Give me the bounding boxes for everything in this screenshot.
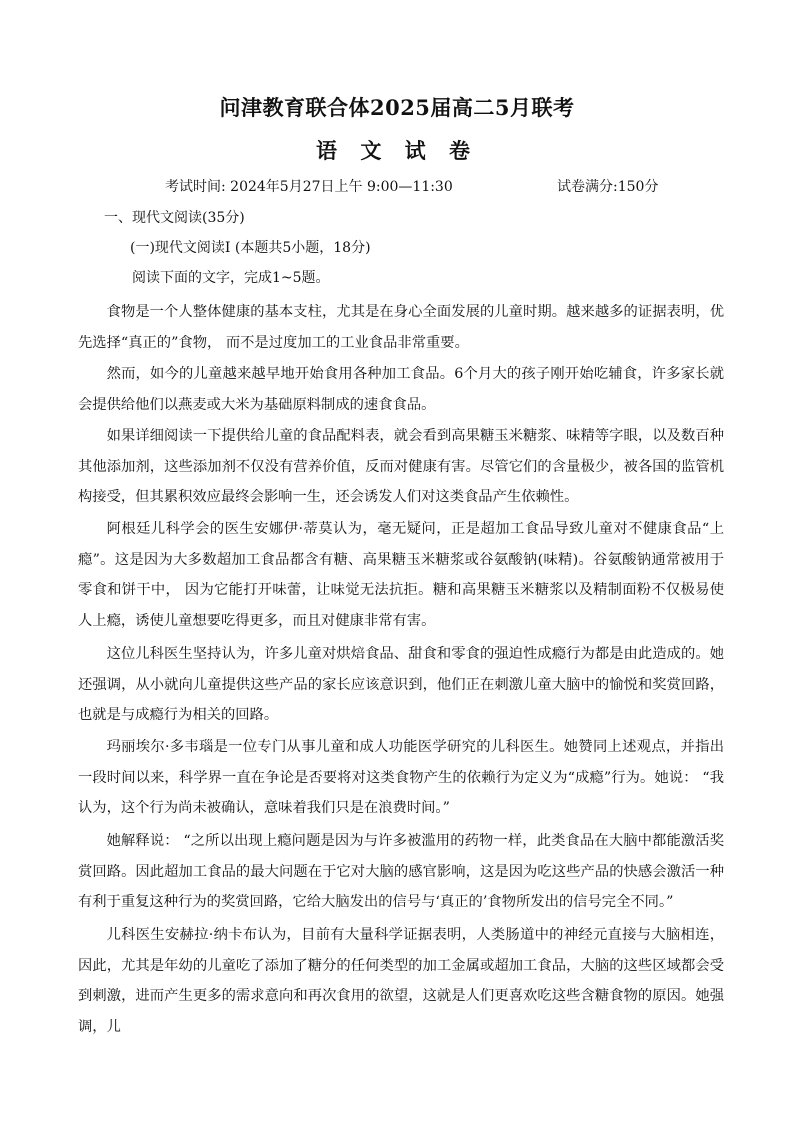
sub-section-heading: (一)现代文阅读Ⅰ (本题共5小题，18分) (130, 240, 371, 256)
paragraph-5: 这位儿科医生坚持认为，许多儿童对烘焙食品、甜食和零食的强迫性成瘾行为都是由此造成的。她还强调，从小就向儿童提供这些产品的家长应该意识到，他们正在刺激儿童大脑中的愉悦和奖赏回路，也就是与成瘾行为相关的回路。 (78, 646, 724, 724)
paragraph-6: 玛丽埃尔·多韦瑙是一位专门从事儿童和成人功能医学研究的儿科医生。她赞同上述观点，并指出一段时间以来，科学界一直在争论是否要将对这类食物产生的依赖行为定义为“成瘾”行为。她说： “我认为，这个行为尚未被确认，意味着我们只是在浪费时间。” (78, 739, 724, 817)
paragraph-2: 然而，如今的儿童越来越早地开始食用各种加工食品。6个月大的孩子刚开始吃辅食，许多家长就会提供给他们以燕麦或大米为基础原料制成的速食食品。 (78, 366, 724, 413)
paragraph-3: 如果详细阅读一下提供给儿童的食品配料表，就会看到高果糖玉米糖浆、味精等字眼，以及数百种其他添加剂，这些添加剂不仅没有营养价值，反而对健康有害。尽管它们的含量极少，被各国的监管机构接受，但其累积效应最终会影响一生，还会诱发人们对这类食品产生依赖性。 (78, 428, 724, 506)
paragraph-4: 阿根廷儿科学会的医生安娜伊·蒂莫认为，毫无疑问，正是超加工食品导致儿童对不健康食品“上瘾”。这是因为大多数超加工食品都含有糖、高果糖玉米糖浆或谷氨酸钠(味精)。谷氨酸钠通常被用于零食和饼干中， 因为它能打开味蕾，让味觉无法抗拒。糖和高果糖玉米糖浆以及精制面粉不仅极易使人上瘾，诱使儿童想要吃得更多，而且对健康非常有害。 (78, 521, 724, 629)
exam-time: 考试时间: 2024年5月27日上午 9:00—11:30 (165, 179, 453, 195)
full-score: 试卷满分:150分 (557, 179, 659, 195)
paragraph-7: 她解释说： “之所以出现上瘾问题是因为与许多被滥用的药物一样，此类食品在大脑中都能激活奖赏回路。因此超加工食品的最大问题在于它对大脑的感官影响，这是因为吃这些产品的快感会激活一种有利于重复这种行为的奖赏回路，它给大脑发出的信号与‘真正的’食物所发出的信号完全不同。” (78, 833, 724, 911)
section-heading: 一、现代文阅读(35分) (104, 210, 245, 226)
exam-info (165, 176, 705, 198)
paragraph-8: 儿科医生安赫拉·纳卡布认为，目前有大量科学证据表明，人类肠道中的神经元直接与大脑相连，因此，尤其是年幼的儿童吃了添加了糖分的任何类型的加工金属或超加工食品，大脑的这些区域都会受到刺激，进而产生更多的需求意向和再次食用的欲望，这就是人们更喜欢吃这些含糖食物的原因。她强调，儿 (78, 927, 724, 1035)
reading-instruction: 阅读下面的文字，完成1~5题。 (132, 270, 330, 286)
exam-subtitle: 语 文 试 卷 (316, 138, 478, 163)
paragraph-1: 食物是一个人整体健康的基本支柱，尤其是在身心全面发展的儿童时期。越来越多的证据表明，优先选择“真正的”食物， 而不是过度加工的工业食品非常重要。 (78, 304, 724, 351)
exam-title: 问津教育联合体2025届高二5月联考 (219, 95, 575, 120)
